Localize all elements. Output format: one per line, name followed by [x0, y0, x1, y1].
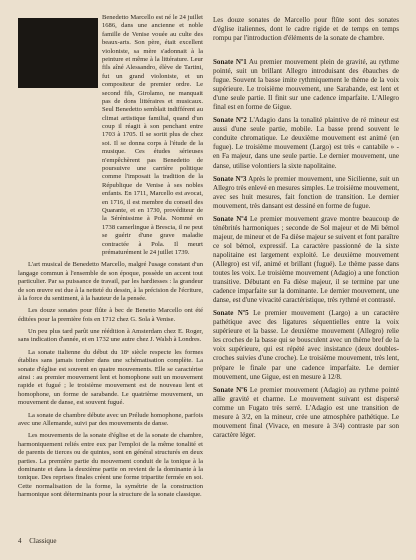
sonata-3-section [213, 175, 399, 211]
section-text: L'Adagio dans la tonalité plaintive de ré mineur est aussi d'une seule partie, mobile. La basse prend souvent le conduite chromatique. Le deuxième mouvement est animé (en fugue). Le troisième mouvement (Largo) est très « cantabile » - en Fa majeur, dans une seule partie. Le dernier mouvement, une danse, utilise volontiers la sixte napolitaine. [213, 116, 399, 170]
paragraph: La sonate de chambre débute avec un Prélude homophone, parfois avec une Allemande, suivi par des mouvements de danse. [18, 411, 203, 427]
section-text: Le premier mouvement grave montre beaucoup de ténébrités harmoniques ; seconde de Sol majeur et de Mi bémol majeur, de mineur et de Fa dièse majeur se suivent et font paraître ce sol bémol, expressif. La caractère passionné de la sixte napolitaine est largement exploité. Le deuxième mouvement (Allegro) est vif, animé et brillant (fugué). Le thème passe dans toutes les voix. Le troisième mouvement (Adagio) a une fonction transitive. Débutant en Fa dièse majeur, il se termine par une cadence imparfaite sur la dominante. Le dernier mouvement, une danse, est d'une vivacité caractéristique, très rythmé et contrasté. [213, 214, 399, 305]
paragraph: Les mouvements de la sonate d'église et de la sonate de chambre, harmoniquement reliés entre eux par l'emploi de la même tonalité et de parents de tierces ou de quintes, sont en général structurés en deux parties. La première partie du mouvement conduit de la tonique à la dominante et dans la deuxième partie on revient de la dominante à la tonique. Des reprises finales créent une forme tripartite fermée en soi. Cette normalisation de la forme, la symétrie de la construction harmonique sont déterminants pour la structure de la sonate classique. [18, 432, 203, 499]
footer-label: Classique [29, 537, 57, 545]
sonata-6-section [213, 386, 399, 440]
page-number: 4 [18, 537, 22, 545]
section-label: Sonate Nº3 [213, 174, 247, 183]
page-footer [18, 537, 62, 545]
section-label: Sonate Nº6 [213, 385, 248, 394]
section-text: Le premier mouvement (Adagio) au rythme pointé allie gravité et charme. Le mouvement suivant est dispersé comme un Fugato très serré. L'Adagio est une transition de mesure à 3/2, en la mineur, crée une atmosphère pathétique. Le mouvement final (Vivace, en mesure à 3/4) contraste par son caractère léger. [213, 385, 400, 439]
section-text: Au premier mouvement plein de gravité, au rythme pointé, suit un brillant Allegro introduisant des ébauches de fugue. Souvent la basse imite rythmiquement le thème de la voix supérieure. Le troisième mouvement, une Sarabande, est lent et d'une seule partie. Il finit sur une cadence imparfaite. L'Allegro final est en forme de Gigue. [213, 58, 399, 112]
paragraph: La sonate italienne du début du 18ᵉ siècle respecte les formes établies sans jamais tomber dans une schématisation complète. La sonate d'église est souvent en quatre mouvements. Elle se caractérise ainsi : au premier mouvement lent et homophone suit un mouvement rapide et fugué ; le troisième mouvement est de nouveau lent et homophone, un forme de sarabande. Le quatrième mouvement, un mouvement de danse, est souvent fugué. [18, 348, 203, 407]
paragraph [18, 14, 203, 257]
sonata-4-section [213, 215, 399, 305]
section-text: Après le premier mouvement, une Sicilienne, suit un Allegro très enlevé en mesures simples. Le troisième mouvement, avec ses huit mesures, fait fonction de transition. Le dernier mouvement, très dansant est dessiné en forme de fugue. [213, 174, 399, 210]
section-label: Sonate Nº5 [213, 309, 249, 318]
left-column [18, 14, 203, 503]
sonata-5-section [213, 309, 399, 381]
section-label: Sonate Nº2 [213, 116, 247, 125]
section-label: Sonate Nº1 [213, 58, 247, 66]
sonata-2-section [213, 116, 399, 170]
paragraph: L'art musical de Benedetto Marcello, malgré l'usage constant d'un langage commun à l'ensemble de son époque, possède un accent tout particulier. Par sa puissance de travail, par les hardiesses : la grandeur de son œuvre est due à la netteté du dessin, à la précision de l'écriture, à la force du sentiment, à la hauteur de la pensée. [18, 261, 203, 302]
right-column [213, 58, 399, 444]
sonata-1-section [213, 58, 399, 112]
paragraph: Les douze sonates pour flûte à bec de Benetto Marcello ont été éditées pour la première fois en 1712 chez G. Sola à Venise. [18, 307, 203, 323]
lead-paragraph: Benedetto Marcello est né le 24 juillet 1686, dans une ancienne et noble famille de Venise vouée au culte des beaux-arts. Son père, était excellent violoniste, sa mère s'adonnait à la peinture et même à la littérature. Leur fils aîné Alessandro, élève de Tartini, fut un grand violoniste, et un compositeur de premier ordre. Le second fils, Girolamo, ne manquait pas de dons littéraires et musicaux. Seul Benedetto semblait indifférent au climat artistique familial, quand d'un coup il réagit à son penchant entre 1703 à 1705. Il se sortit plus de chez soi. Il se donna corps à l'étude de la musique. Ces études sérieuses n'empêchèrent pas Benedetto de poursuivre une carrière politique comme l'imposait la tradition de la République de Venise à ses nobles enfants. En 1711, Marcello est avocat, en 1716, il est membre du conseil des Quarante, et en 1730, provéditeur de la Sérénissime à Pola. Nommé en 1738 camerlingue à Brescia, il ne peut se guérir d'une grave maladie contractée à Pola. Il meurt prématurément le 24 juillet 1739. [102, 14, 203, 256]
paragraph: Un peu plus tard parût une réédition à Amsterdam chez E. Roger, sans indication d'année, et en 1732 une autre chez J. Walsh à Londres. [18, 328, 203, 344]
right-intro [213, 16, 399, 43]
paragraph: Les douze sonates de Marcello pour flûte sont des sonates d'église italiennes, dont le cadre rigide et de temps en temps rompu par l'introduction d'éléments de la sonate de chambre. [213, 16, 399, 43]
section-label: Sonate Nº4 [213, 214, 248, 223]
section-text: Le premier mouvement (Largo) a un caractère pathétique avec des ligatures séquentielles entre la voix supérieure et la basse. Le deuxième mouvement (Allegro) relie les croches de la basse qui se bousculent avec un thème bref de la voix supérieure, qui est répété avec insistance (deux doubles-croches suivies d'une croche). Le troisième mouvement, très lent, prépare le finale par une cadence imparfaite. Le dernier mouvement, une Gigue, est en mesure à 12/8. [213, 309, 399, 381]
